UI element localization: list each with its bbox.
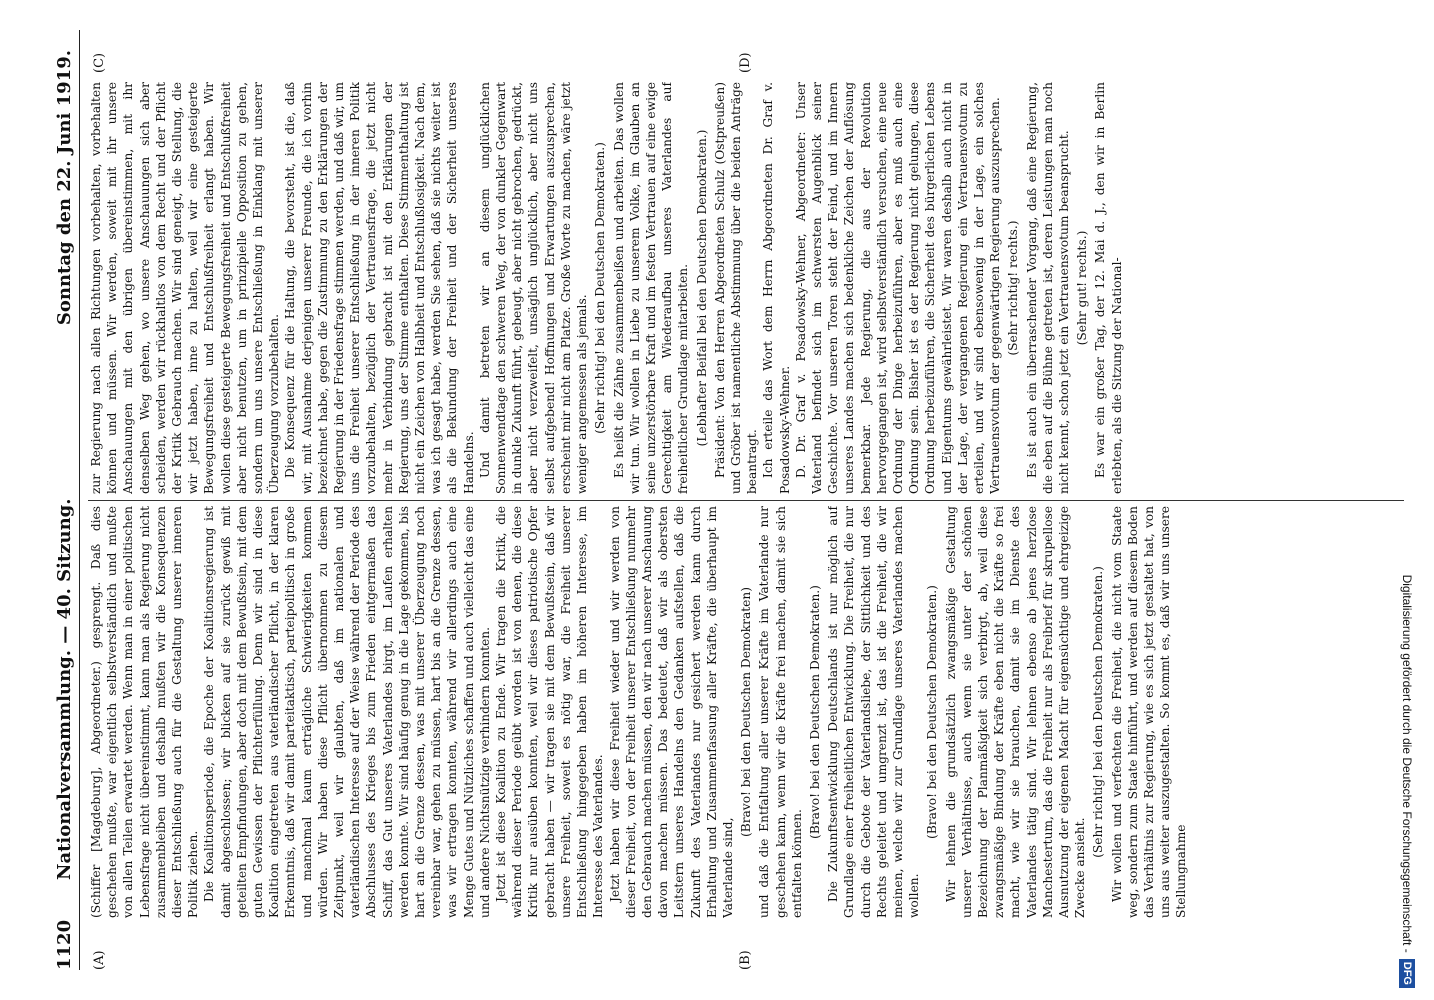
applause-note: (Bravo! bei den Deutschen Demokraten.) — [807, 585, 822, 839]
paragraph: Jetzt haben wir diese Freiheit wieder und wir werden von dieser Freiheit, von der Freiheit unserer Entschließung nunmehr den Gebrauch machen müssen, den wir nach unserer Anschauung davon machen müssen. Das bedeutet, daß wir als obersten Leitstern unseres Handelns den Gedanken aufstellen, daß die Zukunft des Vaterlandes nur gesichert werden kann durch Erhaltung und Zusammenfassung aller Kräfte, die überhaupt im Vaterlande sind, — [607, 506, 735, 918]
margin-letter-c: (C) — [92, 52, 107, 73]
column-divider — [88, 500, 1404, 501]
digitization-credit — [1398, 8, 1422, 988]
paragraph: zur Regierung nach allen Richtungen vorbehalten, vorbehalten können und müssen. Wir werden, soweit mit ihr unsere Anschauungen mit den übrigen übereinstimmen, mit ihr denselben Weg gehen, wo unsere Anschauungen sich aber scheiden, werden wir rückhaltlos von dem Recht und der Pflicht der Kritik Gebrauch machen. Wir sind geneigt, die Stellung, die wir jetzt haben, inne zu halten, weil wir eine gesteigerte Bewegungsfreiheit und Entschlußfreiheit erlangt haben. Wir wollen diese gesteigerte Bewegungsfreiheit und Entschlußfreiheit aber nicht benutzen, um in prinzipielle Opposition zu gehen, sondern um uns unsere Entschließung in Einklang mit unserer Überzeugung vorzubehalten. — [89, 82, 282, 494]
running-head-right: Sonntag den 22. Juni 1919. — [54, 50, 75, 326]
running-head — [44, 30, 80, 970]
paragraph: Ich erteile das Wort dem Herrn Abgeordneten Dr. Graf v. Posadowsky-Wehner. — [761, 82, 792, 494]
paragraph: Wir lehnen die grundsätzlich zwangsmäßige Gestaltung unserer Verhältnisse, auch wenn sie unter der schönen Bezeichnung der Planmäßigkeit sich verbirgt, ab, weil diese zwangsmäßige Bindung der Kräfte eben nicht die Kräfte so frei macht, wie wir sie brauchen, damit sie im Dienste des Vaterlandes tätig sind. Wir lehnen ebenso ab jenes herzlose Manchestertum, das die Freiheit nur als Freibrief für skrupellose Ausnutzung der eigenen Macht für eigensüchtige und ehrgeizige Zwecke ansieht. — [943, 506, 1088, 918]
left-column — [88, 506, 1404, 918]
paragraph: Und damit betreten wir an diesem unglücklichen Sonnenwendtage den schweren Weg, der von dunkler Gegenwart in dunkle Zukunft führt, gebeugt, aber nicht gebrochen, gedrückt, aber nicht verzweifelt, unsäglich unglücklich, aber nicht uns selbst aufgebend! Hoffnungen und Erwartungen auszusprechen, erscheint mir nicht am Platze. Große Worte zu machen, wäre jetzt weniger angemessen als jemals. — [477, 82, 590, 494]
paragraph: Wir wollen und verfechten die Freiheit, die nicht vom Staate weg, sondern zum Staate hinführt, und werden auf diesem Boden das Verhältnis zur Regierung, wie es sich jetzt gestaltet hat, von uns aus weiter auszugestalten. So kommt es, daß wir uns unsere Stellungnahme — [1109, 506, 1189, 918]
paragraph: Es war ein großer Tag, der 12. Mai d. J., den wir in Berlin erlebten, als die Sitzung der National- — [1093, 82, 1124, 494]
paragraph: Die Zukunftsentwicklung Deutschlands ist nur möglich auf Grundlage einer freiheitlichen Entwicklung. Die Freiheit, die nur durch die Gebote der Vaterlandsliebe, der Sittlichkeit und des Rechts geleitet und umgrenzt ist, das ist die Freiheit, die wir meinen, welche wir zur Grundlage unseres Vaterlandes machen wollen. — [826, 506, 922, 918]
applause-note: (Sehr richtig! bei den Deutschen Demokraten.) — [593, 142, 608, 434]
paragraph: Die Koalitionsperiode, die Epoche der Koalitionsregierung ist damit abgeschlossen; wir blicken auf sie zurück gewiß mit geteilten Empfindungen, aber doch mit dem Bewußtsein, mit dem guten Gewissen der Pflichterfüllung. Denn wir sind in diese Koalition eingetreten aus vaterländischer Pflicht, in der klaren Erkenntnis, daß wir damit parteitaktisch, parteipolitisch in große und manchmal kaum erträgliche Schwierigkeiten kommen würden. Wir haben diese Pflicht übernommen zu diesem Zeitpunkt, weil wir glaubten, daß im nationalen und vaterländischen Interesse auf der Weise während der Periode des Abschlusses des Krieges bis zum Frieden eintgermaßen das Schiff, das Gut unseres Vaterlandes birgt, im Laufen erhalten werden konnte. Wir sind häufig genug in die Lage gekommen, bis hart an die Grenze dessen, was mit unserer Überzeugung noch vereinbar war, gehen zu müssen, hart bis an die Grenze dessen, was wir ertragen konnten, während wir allerdings auch eine Menge Gutes und Nützliches schaffen und auch vielleicht das eine und andere Nichtsnützige verhindern konnten. — [202, 506, 492, 918]
right-column — [88, 82, 1404, 494]
paragraph: Jetzt ist diese Koalition zu Ende. Wir tragen die Kritik, die während dieser Periode geübt worden ist von denen, die diese Kritik nur ausüben konnten, weil wir dieses patriotische Opfer gebracht haben — wir tragen sie mit dem Bewußtsein, daß wir unsere Freiheit, soweit es nötig war, die Freiheit unserer Entschließung hingegeben haben im höheren Interesse, im Interesse des Vaterlandes. — [494, 506, 606, 918]
paragraph: Präsident: Von den Herren Abgeordneten Schulz (Ostpreußen) und Gröber ist namentliche Abstimmung über die beiden Anträge beantragt. — [712, 82, 760, 494]
page-body — [88, 30, 1404, 970]
paragraph: und daß die Entfaltung aller unserer Kräfte im Vaterlande nur geschehen kann, wenn wir die Kräfte frei machen, damit sie sich entfalten können. — [757, 506, 804, 918]
margin-letter-d: (D) — [738, 52, 753, 73]
paragraph: Es heißt die Zähne zusammenbeißen und arbeiten. Das wollen wir tun. Wir wollen in Liebe zu unserem Volke, im Glauben an seine unzerstörbare Kraft und im festen Vertrauen auf eine ewige Gerechtigkeit am Wiederaufbau unseres Vaterlandes auf freiheitlicher Grundlage mitarbeiten. — [611, 82, 691, 494]
applause-note: (Sehr gut! rechts.) — [1075, 230, 1090, 346]
applause-note: (Bravo! bei den Deutschen Demokraten.) — [925, 585, 940, 839]
dfg-logo: DFG — [1399, 959, 1415, 988]
scanned-page — [44, 30, 1404, 970]
applause-note: (Bravo! bei den Deutschen Demokraten) — [739, 587, 754, 837]
paragraph: Es ist auch ein überraschender Vorgang, daß eine Regierung, die eben auf die Bühne getreten ist, deren Leistungen man noch nicht kennt, schon jetzt ein Vertrauensvotum beansprucht. — [1024, 82, 1071, 494]
margin-letter-a: (A) — [92, 950, 107, 970]
paragraph: (Schiffer [Magdeburg], Abgeordneter.) gesprengt. Daß dies geschehen mußte, war eigentlich selbstverständlich und mußte von allen Teilen erwartet werden. Wenn man in einer politischen Lebensfrage nicht übereinstimmt, kann man als Regierung nicht zusammenbleiben und deshalb mußten wir die Konsequenzen dieser Entschließung auch für die Gestaltung unserer inneren Politik ziehen. — [89, 506, 201, 918]
applause-note: (Sehr richtig! bei den Deutschen Demokraten.) — [1091, 566, 1106, 858]
applause-note: (Sehr richtig! rechts.) — [1006, 220, 1021, 356]
credit-text: Digitalisierung gefördert durch die Deutsche Forschungsgemeinschaft - — [1400, 574, 1414, 953]
paragraph: Die Konsequenz für die Haltung, die bevorsteht, ist die, daß wir, mit Ausnahme derjenigen unserer Freunde, die ich vorhin bezeichnet habe, gegen die Zustimmung zu den Erklärungen der Regierung in der Friedensfrage stimmen werden, und daß wir, um uns die Freiheit unserer Entschließung in der inneren Politik vorzubehalten, bezüglich der Vertrauensfrage, die jetzt nicht mehr in Verbindung gebracht ist mit den Erklärungen der Regierung, uns der Stimme enthalten. Diese Stimmenthaltung ist nicht ein Zeichen von Halbheit und Entschlußlosigkeit. Nach dem, was ich gesagt habe, werden Sie sehen, daß sie nichts weiter ist als die Bekundung der Freiheit und der Sicherheit unseres Handelns. — [283, 82, 476, 494]
running-head-left: Nationalversammlung. — 40. Sitzung. — [54, 498, 75, 880]
applause-note: (Lebhafter Beifall bei den Deutschen Demokraten.) — [694, 129, 709, 447]
paragraph: D. Dr. Graf v. Posadowsky-Wehner, Abgeordneter: Unser Vaterland befindet sich im schwersten Augenblick seiner Geschichte. Vor unseren Toren steht der Feind, und im Innern unseres Landes machen sich bedenkliche Zeichen der Auflösung bemerkbar. Jede Regierung, die aus der Revolution hervorgegangen ist, wird selbstverständlich versuchen, eine neue Ordnung der Dinge herbeizuführen, aber es muß auch eine Ordnung sein. Bisher ist es der Regierung nicht gelungen, diese Ordnung herbeizuführen, die Sicherheit des bürgerlichen Lebens und Eigentums gewährleistet. Wir waren deshalb auch nicht in der Lage, der vergangenen Regierung ein Vertrauensvotum zu erteilen, und wir sind ebensowenig in der Lage, ein solches Vertrauensvotum der gegenwärtigen Regierung auszusprechen. — [793, 82, 1003, 494]
page-number: 1120 — [54, 919, 75, 970]
margin-letter-b: (B) — [738, 950, 753, 970]
